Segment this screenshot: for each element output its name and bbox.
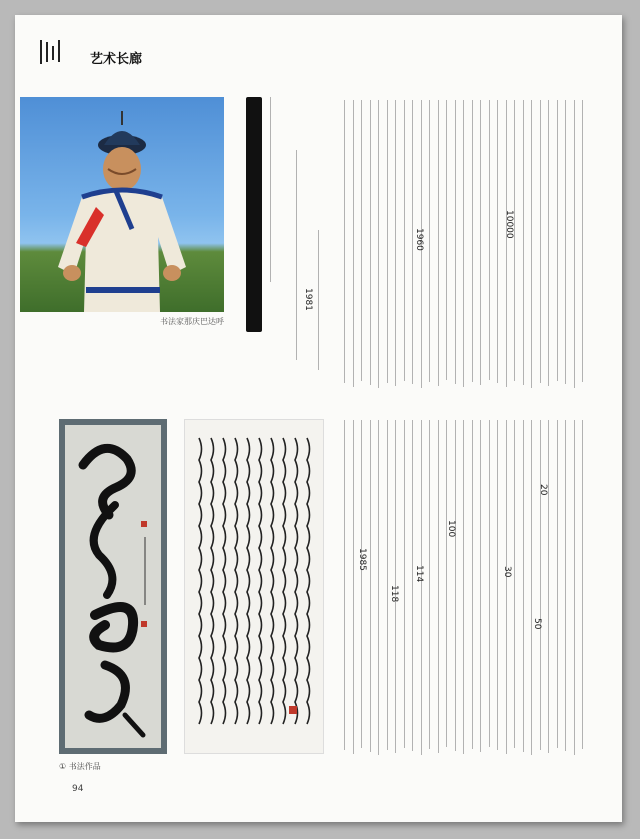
article-number: 20 [538, 484, 548, 496]
mongolian-text-column [497, 100, 501, 383]
article-number: 1981 [303, 288, 313, 311]
article-number: 1985 [357, 548, 367, 571]
mongolian-text-column [472, 420, 476, 749]
mongolian-text-column [480, 100, 484, 385]
mongolian-text-column [523, 420, 527, 752]
photo-caption: 书法家那庆巴达呼 [160, 317, 224, 326]
mongolian-text-column [361, 420, 365, 748]
mongolian-text-column [514, 100, 518, 381]
seal-stamp-icon [289, 706, 297, 714]
artwork-caption: ① 书法作品 [59, 762, 101, 771]
article-number: 10000 [504, 210, 514, 239]
mongolian-text-column [540, 420, 544, 750]
mongolian-text-column [387, 100, 391, 383]
mongolian-text-column [523, 100, 527, 385]
mongolian-text-column [574, 420, 578, 755]
mongolian-text-column [531, 420, 535, 755]
column-script-strokes [185, 420, 323, 753]
mongolian-text-column [506, 100, 510, 387]
calligraphy-artwork-bold [59, 419, 167, 754]
mongolian-text-column [404, 100, 408, 381]
section-title: 艺术长廊 [90, 52, 143, 67]
mongolian-text-column [548, 420, 552, 753]
article-number: 50 [532, 618, 542, 630]
bold-script-strokes [65, 425, 161, 748]
mongolian-text-column [438, 100, 442, 386]
calligrapher-photo [20, 97, 224, 312]
mongolian-text-column [446, 420, 450, 747]
mongolian-text-column [455, 420, 459, 751]
calligraphy-column-stroke [247, 438, 250, 724]
page-number: 94 [72, 784, 84, 794]
mongolian-text-column [514, 420, 518, 748]
mongolian-text-column [344, 420, 348, 750]
mongolian-text-column [438, 420, 442, 753]
headline-mongolian-script [246, 97, 262, 332]
mongolian-text-column [370, 420, 374, 752]
mongolian-text-column [395, 100, 399, 386]
mongolian-text-column [446, 100, 450, 380]
calligraphy-column-stroke [295, 438, 298, 724]
author-line [296, 150, 300, 360]
mongolian-text-column [557, 420, 561, 748]
mongolian-text-column [455, 100, 459, 384]
mongolian-text-column [582, 100, 586, 382]
mongolian-text-column [582, 420, 586, 749]
mongolian-header-mark-icon [40, 40, 68, 64]
calligraphy-column-stroke [283, 438, 286, 724]
mongolian-text-column [378, 420, 382, 755]
mongolian-text-column [489, 420, 493, 747]
author-line [318, 230, 322, 370]
mongolian-text-column [429, 100, 433, 382]
mongolian-text-column [506, 420, 510, 754]
mongolian-text-column [412, 420, 416, 751]
calligraphy-column-stroke [235, 438, 238, 724]
mongolian-text-column [429, 420, 433, 749]
calligraphy-column-stroke [223, 438, 226, 724]
mongolian-text-column [361, 100, 365, 381]
mongolian-text-column [540, 100, 544, 383]
mongolian-text-column [531, 100, 535, 388]
mongolian-text-column [463, 420, 467, 754]
mongolian-text-column [565, 420, 569, 751]
mongolian-text-column [557, 100, 561, 381]
mongolian-text-column [574, 100, 578, 388]
mongolian-text-column [472, 100, 476, 382]
mongolian-text-column [489, 100, 493, 380]
mongolian-text-column [404, 420, 408, 748]
article-number: 1960 [414, 228, 424, 251]
mongolian-text-column [370, 100, 374, 385]
mongolian-text-column [497, 420, 501, 750]
calligraphy-column-stroke [259, 438, 262, 724]
article-number: 114 [414, 565, 424, 583]
article-number: 30 [502, 566, 512, 578]
article-number: 118 [389, 585, 399, 603]
article-number: 100 [446, 520, 456, 538]
mongolian-text-column [565, 100, 569, 384]
mongolian-text-column [344, 100, 348, 383]
mongolian-text-column [353, 420, 357, 754]
mongolian-text-column [480, 420, 484, 752]
calligraphy-column-stroke [211, 438, 214, 724]
mongolian-text-column [378, 100, 382, 388]
mongolian-text-column [463, 100, 467, 387]
calligraphy-column-stroke [199, 438, 202, 724]
calligraphy-column-stroke [271, 438, 274, 724]
mongolian-text-column [421, 420, 425, 755]
calligraphy-artwork-columns [184, 419, 324, 754]
author-line [270, 97, 274, 282]
calligraphy-column-stroke [307, 438, 310, 724]
mongolian-text-column [353, 100, 357, 387]
mongolian-text-column [548, 100, 552, 386]
person-illustration [20, 97, 224, 312]
